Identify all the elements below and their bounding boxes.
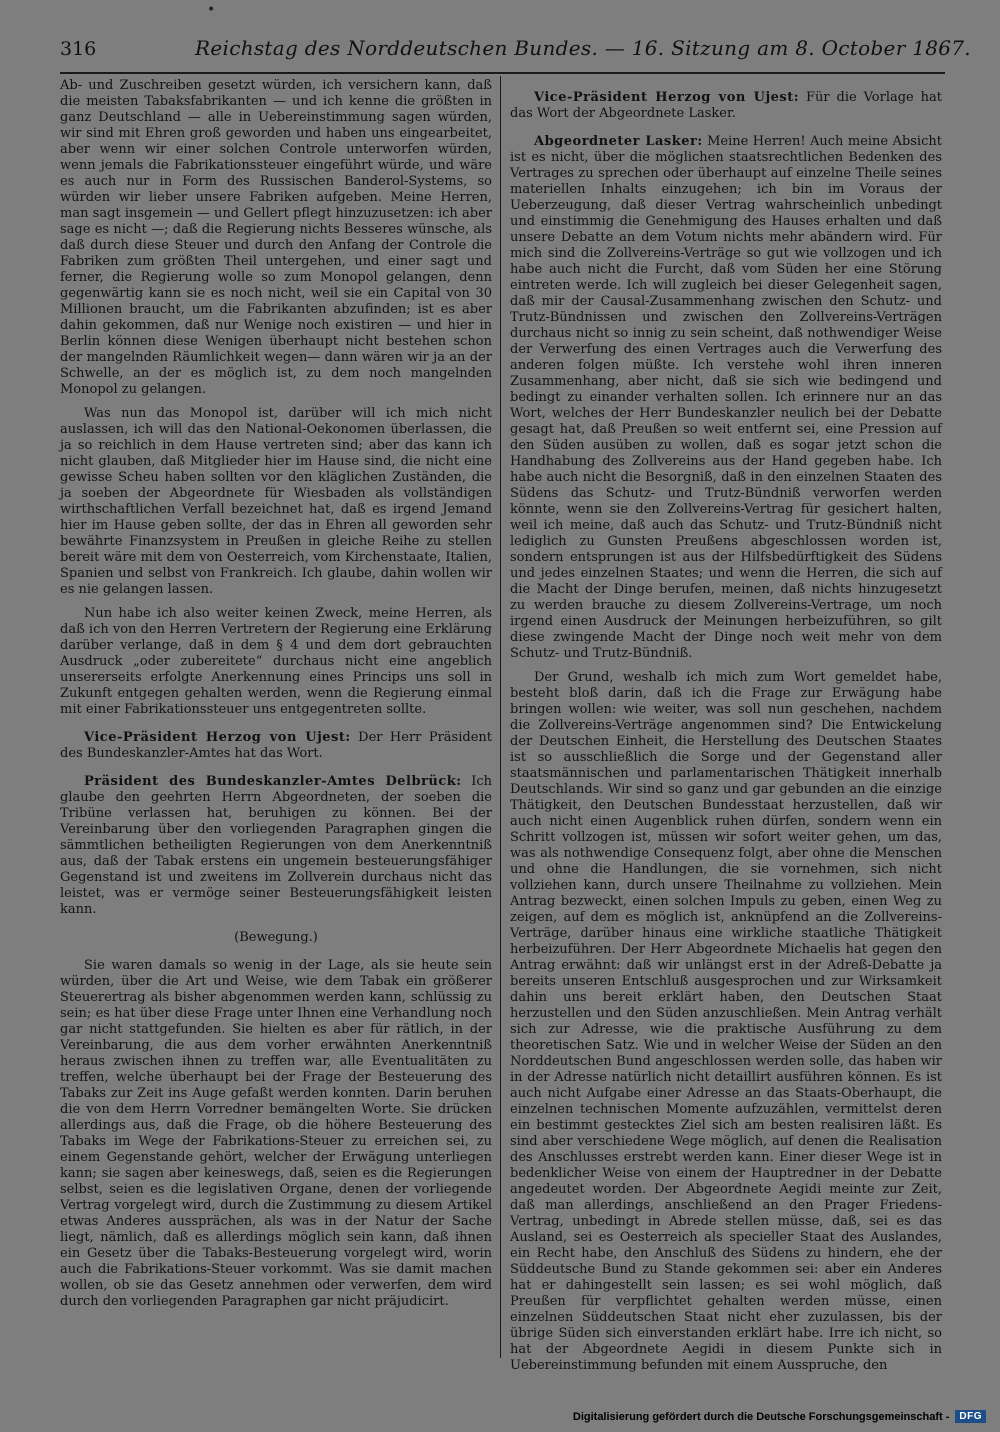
speaker-name: Vice-Präsident Herzog von Ujest:: [534, 90, 800, 105]
paragraph-text: Der Grund, weshalb ich mich zum Wort gemeldet habe, besteht bloß darin, daß ich die Frage zur Erwägung habe bringen wollen: wie weiter, was soll nun geschehen, nachdem die Zollvereins-Verträge angenommen sind? Die Entwickelung der Deutschen Einheit, die Herstellung des Deutschen Staates ist so ausschließlich die Sorge und der Gegenstand aller staatsmännischen und parlamentarischen Thätigkeit innerhalb Deutschlands. Wir sind so ganz und gar gebunden an die einzige Thätigkeit, den Deutschen Bundesstaat herzustellen, daß wir auch nicht einen Augenblick ruhen dürfen, sondern wenn ein Schritt vollzogen ist, müssen wir sofort weiter gehen, um das, was als nothwendige Consequenz folgt, aber ohne die Menschen und ohne die Handlungen, die sie vornehmen, sich nicht vollziehen kann, durch unsere Theilnahme zu vollziehen. Mein Antrag bezweckt, einen solchen Impuls zu geben, einen Weg zu zeigen, auf dem es möglich ist, anknüpfend an die Zollvereins-Verträge, darüber hinaus eine wirkliche staatliche Thätigkeit herbeizuführen. Der Herr Abgeordnete Michaelis hat gegen den Antrag erwähnt: daß wir unlängst erst in der Adreß-Debatte ja bereits unseren Entschluß ausgesprochen und zur Wirksamkeit dahin uns bereit erklärt haben, den Deutschen Staat herzustellen und den Süden anzuschließen. Mein Antrag verhält sich zur Adresse, wie die praktische Ausführung zu dem theoretischen Satz. Wie und in welcher Weise der Süden an den Norddeutschen Bund angeschlossen werden solle, das haben wir in der Adresse natürlich nicht detaillirt ausführen können. Es ist auch nicht Aufgabe einer Adresse an das Staats-Oberhaupt, die einzelnen technischen Momente aufzuzählen, vermittelst deren ein bestimmt gestecktes Ziel sich am besten realisiren läßt. Es sind aber verschiedene Wege möglich, auf denen die Realisation des Anschlusses erstrebt werden kann. Einer dieser Wege ist in bedenklicher Weise von einem der Hauptredner in der Debatte angedeutet worden. Der Abgeordnete Aegidi meinte zur Zeit, daß man allerdings, anschließend an den Prager Friedens-Vertrag, unbedingt in Abrede stellen müsse, daß, sei es das Ausland, sei es Oesterreich als specieller Staat des Auslandes, ein Recht habe, den Anschluß des Südens zu hindern, ehe der Süddeutsche Bund zu Stande gekommen sei: aber ein Anderes hat er dahingestellt sein lassen; es sei wohl möglich, daß Preußen für verpflichtet gehalten werden müsse, einen einzelnen Süddeutschen Staat nicht eher zuzulassen, bis der übrige Süden sich einverstanden erklärt habe. Irre ich nicht, so hat der Abgeordnete Aegidi in diesem Punkte sich in Uebereinstimmung befunden mit einem Ausspruche, den: [510, 670, 942, 1373]
footer: [573, 1410, 986, 1423]
paragraph-text: Meine Herren! Auch meine Absicht ist es nicht, über die möglichen staatsrechtlichen Bedenken des Vertrages zu sprechen oder überhaupt auf einzelne Theile seines materiellen Inhalts einzugehen; ich bin im Voraus der Ueberzeugung, daß dieser Vertrag wahrscheinlich unbedingt und einstimmig die Genehmigung des Hauses erhalten und daß unsere Debatte an dem Votum nichts mehr abändern wird. Für mich sind die Zollvereins-Verträge so gut wie vollzogen und ich habe auch nicht die Furcht, daß vom Süden her eine Störung eintreten werde. Ich will zugleich bei dieser Gelegenheit sagen, daß mir der Causal-Zusammenhang zwischen den Schutz- und Trutz-Bündnissen und zwischen den Zollvereins-Verträgen durchaus nicht so innig zu sein scheint, daß nothwendiger Weise der Verwerfung des einen Vertrages auch die Verwerfung des anderen folgen müßte. Ich verstehe wohl ihren inneren Zusammenhang, aber nicht, daß sie sich wie bedingend und bedingt zu einander verhalten sollen. Ich erinnere nur an das Wort, welches der Herr Bundeskanzler neulich bei der Debatte gesagt hat, daß Preußen so weit entfernt sei, eine Pression auf den Süden ausüben zu wollen, daß es sogar jetzt schon die Handhabung des Zollvereins aus der Hand gegeben habe. Ich habe auch nicht die Besorgniß, daß in den einzelnen Staaten des Südens das Schutz- und Trutz-Bündniß verworfen werden könnte, wenn sie den Zollvereins-Vertrag für gesichert halten, weil ich meine, daß auch das Schutz- und Trutz-Bündniß nicht lediglich zu Gunsten Preußens abgeschlossen worden ist, sondern entsprungen ist aus der Hilfsbedürftigkeit des Südens und jedes einzelnen Staates; und wenn die Herren, die sich auf die Macht der Dinge berufen, meinen, daß nichts hinzugesetzt zu werden brauche zu diesem Zollvereins-Vertrage, um noch irgend einen Ausdruck der Meinungen herbeizuführen, so gilt diese zwingende Macht der Dinge noch weit mehr von dem Schutz- und Trutz-Bündniß.: [510, 134, 942, 661]
header-rule: [60, 72, 945, 74]
speaker-name: Vice-Präsident Herzog von Ujest:: [84, 730, 351, 745]
right-column: [510, 78, 942, 1373]
paragraph-text: Ab- und Zuschreiben gesetzt würden, ich versichern kann, daß die meisten Tabaksfabrikanten — und ich kenne die größten in ganz Deutschland — alle in Uebereinstimmung sagen würden, wir sind mit Ehren groß geworden und haben uns eingearbeitet, aber wenn wir einer solchen Controle unterworfen würden, wenn jemals die Fabrikationssteuer eingeführt würde, und wäre es auch nur in Form des Russischen Banderol-Systems, so würden wir lieber unsere Fabriken aufgeben. Meine Herren, man sagt insgemein — und Gellert pflegt hinzuzusetzen: ich aber sage es nicht —; daß die Regierung nichts Besseres wünsche, als daß durch diese Steuer und durch den Anfang der Controle die Fabriken zum größten Theil untergehen, und einer sagt und ferner, die Regierung wolle so zum Monopol gelangen, denn gegenwärtig kann sie es noch nicht, weil sie ein Capital von 30 Millionen braucht, um die Fabrikanten abzufinden; ist es aber dahin gekommen, daß nur Wenige noch existiren — und hier in Berlin können diese Wenigen überhaupt nicht bestehen schon der mangelnden Räumlichkeit wegen— dann wären wir ja an der Schwelle, an der es möglich ist, zu dem noch mangelnden Monopol zu gelangen.: [60, 78, 492, 397]
paragraph-text: Ich glaube den geehrten Herrn Abgeordneten, der soeben die Tribüne verlassen hat, beruhigen zu können. Bei der Vereinbarung über den vorliegenden Paragraphen gingen die sämmtlichen betheiligten Regierungen von dem Anerkenntniß aus, daß der Tabak erstens ein ungemein besteuerungsfähiger Gegenstand ist und zweitens im Zollverein durchaus nicht das leistet, was er vermöge seiner Besteuerungsfähigkeit leisten kann.: [60, 774, 493, 917]
speech-paragraph: [510, 90, 942, 122]
speaker-name: Präsident des Bundeskanzler-Amtes Delbrück:: [84, 774, 462, 789]
paragraph: [60, 958, 492, 1310]
footer-credit: Digitalisierung gefördert durch die Deutsche Forschungsgemeinschaft -: [572, 1410, 950, 1423]
paragraph-text: Für die Vorlage hat das Wort der Abgeordnete Lasker.: [510, 90, 942, 121]
paragraph-text: Sie waren damals so wenig in der Lage, als sie heute sein würden, über die Art und Weise, wie dem Tabak ein größerer Steuerertrag als bisher abgenommen werden kann, schlüssig zu sein; es hat über diese Frage unter Ihnen eine Verhandlung noch gar nicht stattgefunden. Sie hielten es aber für rätlich, in der Vereinbarung, die aus dem vorher erwähnten Anerkenntniß heraus zwischen ihnen zu treffen war, alle Eventualitäten zu treffen, welche überhaupt bei der Frage der Besteuerung des Tabaks zur Zeit ins Auge gefaßt werden konnten. Darin beruhen die von dem Herrn Vorredner bemängelten Worte. Sie drücken allerdings aus, daß die Frage, ob die höhere Besteuerung des Tabaks im Wege der Fabrikations-Steuer zu erreichen sei, zu einem Gegenstande gehört, welcher der Erwägung unterliegen kann; sie sagen aber keineswegs, daß, seien es die Regierungen selbst, seien es die legislativen Organe, denen der vorliegende Vertrag vorgelegt wird, durch die Zustimmung zu diesem Artikel etwas Anderes aussprächen, als was in der Natur der Sache liegt, nämlich, daß es allerdings möglich sein kann, daß ihnen ein Gesetz über die Tabaks-Besteuerung vorgelegt wird, worin auch die Fabrikations-Steuer vorkommt. Was sie damit machen wollen, ob sie das Gesetz annehmen oder verwerfen, dem wird durch den vorliegenden Paragraphen gar nicht präjudicirt.: [60, 958, 492, 1309]
speech-paragraph: [60, 774, 492, 918]
speech-paragraph: [60, 730, 492, 762]
paragraph: [60, 78, 492, 398]
left-column: [60, 78, 492, 1358]
column-rule: [500, 76, 501, 1358]
speaker-name: Abgeordneter Lasker:: [534, 134, 703, 149]
paragraph-text: Nun habe ich also weiter keinen Zweck, meine Herren, als daß ich von den Herren Vertretern der Regierung eine Erklärung darüber verlange, daß in dem § 4 und dem dort gebrauchten Ausdruck „oder zubereitete“ durchaus nicht eine angeblich unsererseits erfolgte Anerkennung eines Princips uns soll in Zukunft entgegen gehalten werden, wenn die Regierung einmal mit einer Fabrikationssteuer uns entgegentreten sollte.: [60, 606, 492, 717]
page-number: 316: [60, 38, 97, 60]
speech-paragraph: [510, 134, 942, 662]
running-head: Reichstag des Norddeutschen Bundes. — 16. Sitzung am 8. October 1867.: [195, 36, 971, 60]
paragraph: [510, 670, 942, 1374]
paragraph-text: Was nun das Monopol ist, darüber will ich mich nicht auslassen, ich will das den National-Oekonomen überlassen, die ja so reichlich in dem Hause vertreten sind; aber das kann ich nicht glauben, daß Mitglieder hier im Hause sind, die nicht eine gewisse Scheu haben sollten vor den kläglichen Zuständen, die ja soeben der Abgeordnete für Wiesbaden als vollständigen wirthschaftlichen Verfall bezeichnet hat, daß es irgend Jemand hier im Hause geben sollte, der das in Ehren all geworden sehr bewährte Finanzsystem in Preußen in gleiche Reihe zu stellen bereit wäre mit dem von Oesterreich, vom Kirchenstaate, Italien, Spanien und selbst von Frankreich. Ich glaube, dahin wollen wir es nie gelangen lassen.: [60, 406, 492, 597]
stage-direction: [60, 930, 492, 946]
paragraph-text: Der Herr Präsident des Bundeskanzler-Amtes hat das Wort.: [60, 730, 492, 761]
page-header: [60, 36, 971, 70]
paragraph-text: (Bewegung.): [234, 930, 318, 945]
paragraph: [60, 606, 492, 718]
paragraph: [60, 406, 492, 598]
top-mark: •: [207, 2, 216, 18]
dfg-logo: DFG: [955, 1410, 986, 1423]
